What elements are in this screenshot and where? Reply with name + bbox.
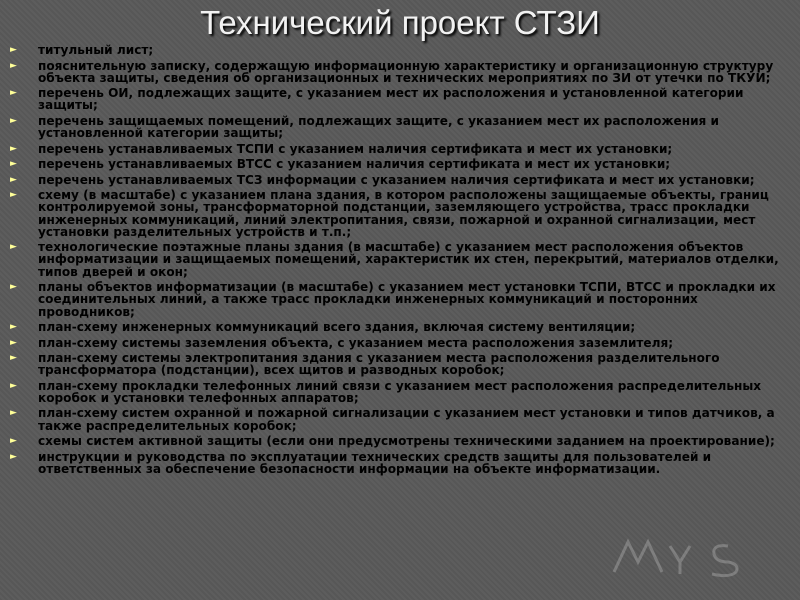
list-item-text: схемы систем активной защиты (если они предусмотрены техническими заданием на проектирование); bbox=[38, 434, 775, 449]
list-item bbox=[8, 241, 796, 278]
list-item-text: план-схему систем охранной и пожарной сигнализации с указанием мест установки и типов датчиков, а также распределительных коробок; bbox=[38, 406, 775, 433]
list-item-text: титульный лист; bbox=[38, 43, 154, 57]
bullet-icon: ► bbox=[10, 436, 17, 447]
list-item-text: перечень ОИ, подлежащих защите, с указанием мест их расположения и установленной категории защиты; bbox=[38, 86, 744, 113]
bullet-icon: ► bbox=[10, 322, 17, 333]
list-item bbox=[8, 60, 796, 84]
list-item-text: планы объектов информатизации (в масштабе) с указанием мест установки ТСПИ, ВТСС и прокладки их соединительных линий, а также трасс прокладки инженерных коммуникаций и посторонних проводников; bbox=[38, 280, 776, 319]
list-item-text: перечень устанавливаемых ТСПИ с указанием наличия сертификата и мест их установки; bbox=[38, 141, 673, 156]
bullet-icon: ► bbox=[10, 174, 17, 185]
list-item-text: план-схему системы электропитания здания с указанием места расположения разделительного трансформатора (подстанции), всех щитов и разводных коробок; bbox=[38, 351, 720, 378]
watermark-logo-icon bbox=[608, 532, 788, 582]
bullet-icon: ► bbox=[10, 115, 17, 126]
list-item-text: план-схему прокладки телефонных линий связи с указанием мест расположения распределительных коробок и установки телефонных аппаратов; bbox=[38, 378, 762, 405]
bullet-list bbox=[8, 44, 796, 478]
bullet-icon: ► bbox=[10, 45, 17, 55]
list-item bbox=[8, 407, 796, 431]
bullet-icon: ► bbox=[10, 282, 17, 293]
bullet-icon: ► bbox=[10, 159, 17, 170]
list-item-text: перечень устанавливаемых ВТСС с указанием наличия сертификата и мест их установки; bbox=[38, 157, 671, 172]
bullet-icon: ► bbox=[10, 190, 17, 201]
list-item bbox=[8, 143, 796, 155]
bullet-icon: ► bbox=[10, 143, 17, 154]
list-item bbox=[8, 435, 796, 447]
bullet-icon: ► bbox=[10, 353, 17, 364]
list-item bbox=[8, 158, 796, 170]
bullet-icon: ► bbox=[10, 242, 17, 253]
list-item-text: перечень устанавливаемых ТСЗ информации с указанием наличия сертификата и мест их установки; bbox=[38, 172, 755, 187]
list-item-text: пояснительную записку, содержащую информационную характеристику и организационную структуру объекта защиты, сведения об организационных и технических мероприятиях по ЗИ от утечки по ТКУИ; bbox=[38, 58, 774, 85]
list-item-text: план-схему инженерных коммуникаций всего здания, включая систему вентиляции; bbox=[38, 320, 636, 335]
list-item-text: инструкции и руководства по эксплуатации технических средств защиты для пользователей и ответственных за обеспечение безопасности информации на объекте информатизации. bbox=[38, 449, 712, 476]
list-item bbox=[8, 189, 796, 238]
bullet-icon: ► bbox=[10, 60, 17, 71]
bullet-icon: ► bbox=[10, 380, 17, 391]
slide-title: Технический проект СТЗИ bbox=[200, 4, 600, 41]
list-item bbox=[8, 174, 796, 186]
list-item bbox=[8, 44, 796, 56]
bullet-icon: ► bbox=[10, 88, 17, 99]
list-item-text: технологические поэтажные планы здания (в масштабе) с указанием мест расположения объектов информатизации и защищаемых помещений, характеристик их стен, перекрытий, материалов отделки, типов дверей и окон; bbox=[38, 240, 779, 279]
list-item-text: план-схему системы заземления объекта, с указанием места расположения заземлителя; bbox=[38, 335, 674, 350]
list-item bbox=[8, 281, 796, 318]
list-item bbox=[8, 451, 796, 475]
list-item-text: перечень защищаемых помещений, подлежащих защите, с указанием мест их расположения и установленной категории защиты; bbox=[38, 113, 719, 141]
list-item bbox=[8, 87, 796, 111]
list-item-text: схему (в масштабе) с указанием плана здания, в котором расположены защищаемые объекты, границ контролируемой зоны, трансформаторной подстанции, заземляющего устройства, трасс прокладки инженерных коммуникаций, линий электропитания, связи, пожарной и охранной сигнализации, мест установки разделительных устройств и т.п.; bbox=[38, 188, 769, 239]
list-item bbox=[8, 115, 796, 139]
bullet-icon: ► bbox=[10, 451, 17, 462]
bullet-icon: ► bbox=[10, 337, 17, 348]
list-item bbox=[8, 380, 796, 404]
list-item bbox=[8, 337, 796, 349]
list-item bbox=[8, 352, 796, 376]
bullet-icon: ► bbox=[10, 408, 17, 419]
list-item bbox=[8, 321, 796, 333]
